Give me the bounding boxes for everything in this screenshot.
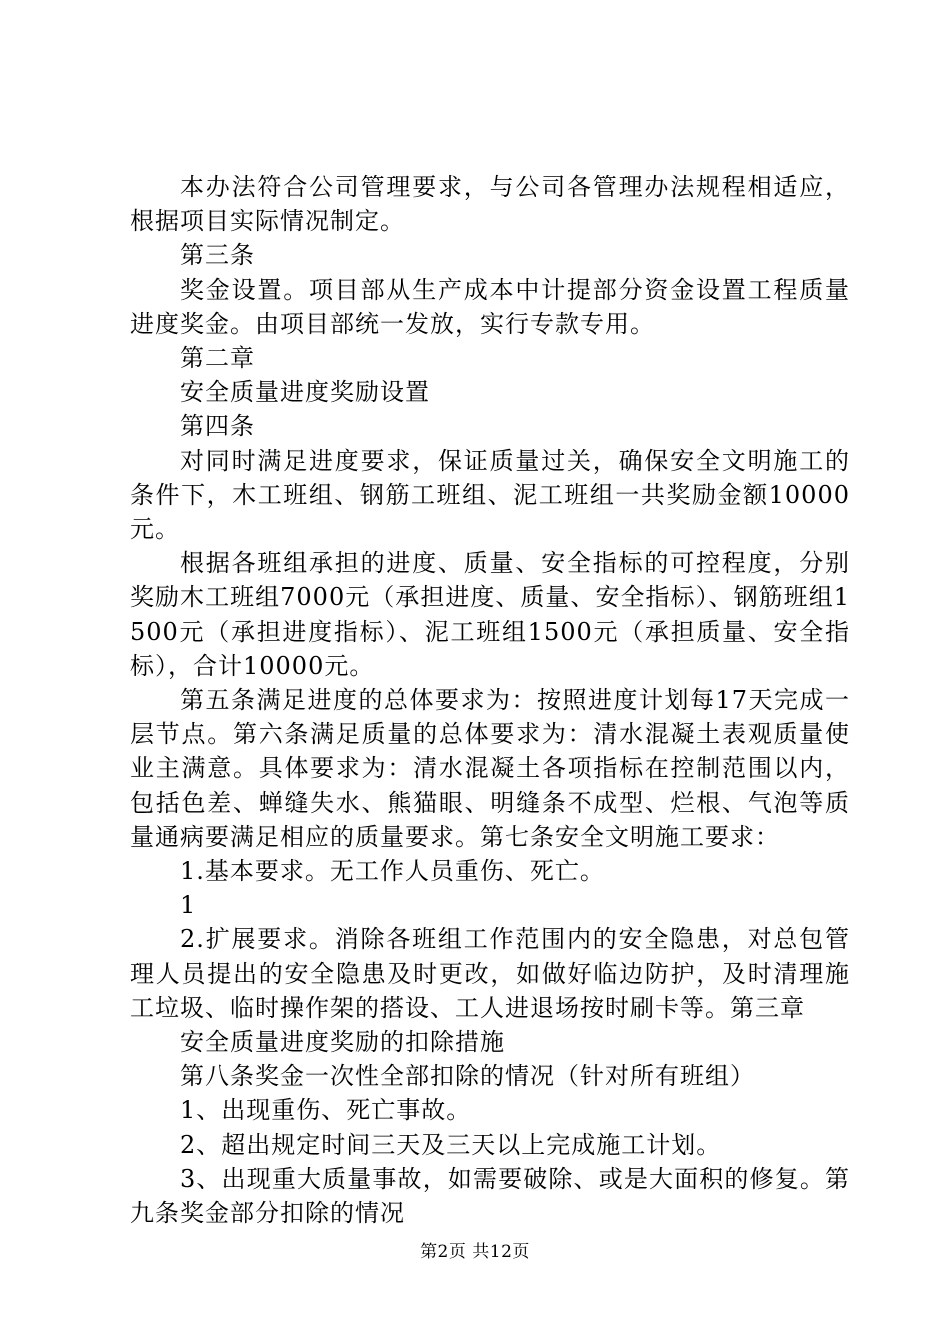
- chapter-title: 安全质量进度奖励的扣除措施: [180, 1028, 505, 1057]
- paragraph: 第五条满足进度的总体要求为：按照进度计划每17天完成一层节点。第六条满足质量的总体要求为：清水混凝土表观质量使业主满意。具体要求为：清水混凝土各项指标在控制范围以内，包括色差、蝉缝失水、熊猫眼、明缝条不成型、烂根、气泡等质量通病要满足相应的质量要求。第七条安全文明施工要求：: [130, 686, 850, 851]
- stray-number: 1: [180, 891, 197, 920]
- page-number-label: 第2页 共12页: [420, 1242, 530, 1262]
- document-body: [130, 170, 850, 1230]
- article-heading: 第三条: [180, 241, 255, 270]
- article-heading: 第四条: [180, 412, 255, 441]
- paragraph: 奖金设置。项目部从生产成本中计提部分资金设置工程质量进度奖金。由项目部统一发放，实行专款专用。: [130, 275, 850, 338]
- list-item: 2、超出规定时间三天及三天以上完成施工计划。: [180, 1130, 722, 1159]
- page-footer: [0, 1240, 950, 1264]
- chapter-title: 安全质量进度奖励设置: [180, 378, 430, 407]
- paragraph: 本办法符合公司管理要求，与公司各管理办法规程相适应，根据项目实际情况制定。: [130, 173, 850, 236]
- chapter-heading: 第二章: [180, 344, 255, 373]
- list-item: 3、出现重大质量事故，如需要破除、或是大面积的修复。第九条奖金部分扣除的情况: [130, 1164, 850, 1228]
- paragraph: 根据各班组承担的进度、质量、安全指标的可控程度，分别奖励木工班组7000元（承担进度、质量、安全指标）、钢筋班组1500元（承担进度指标）、泥工班组1500元（承担质量、安全指标），合计10000元。: [130, 549, 850, 680]
- list-item: 2.扩展要求。消除各班组工作范围内的安全隐患，对总包管理人员提出的安全隐患及时更改，如做好临边防护，及时清理施工垃圾、临时操作架的搭设、工人进退场按时刷卡等。第三章: [130, 925, 850, 1022]
- article-heading: 第八条奖金一次性全部扣除的情况（针对所有班组）: [180, 1062, 755, 1091]
- paragraph: 对同时满足进度要求，保证质量过关，确保安全文明施工的条件下，木工班组、钢筋工班组、泥工班组一共奖励金额10000元。: [130, 446, 850, 544]
- list-item: 1、出现重伤、死亡事故。: [180, 1096, 472, 1125]
- list-item: 1.基本要求。无工作人员重伤、死亡。: [180, 857, 605, 886]
